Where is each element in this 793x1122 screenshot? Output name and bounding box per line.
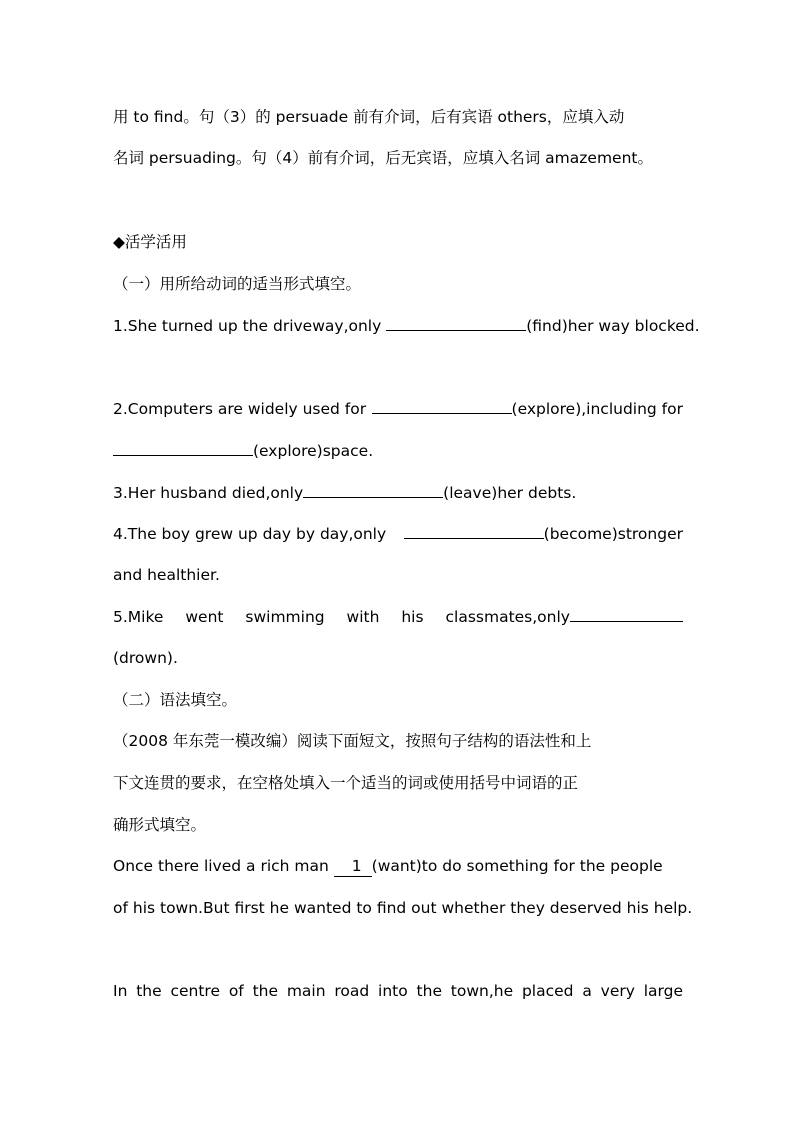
q4-blank (404, 523, 544, 539)
q3-blank (303, 482, 443, 498)
q2-line2-post: (explore)space. (253, 442, 374, 460)
question-2-line-1 (113, 398, 683, 419)
part1-heading: （一）用所给动词的适当形式填空。 (113, 275, 362, 293)
question-4-line-1 (113, 523, 683, 544)
part2-instruction-3: 确形式填空。 (113, 816, 207, 834)
q2-blank-2 (113, 440, 253, 456)
q3-pre: 3.Her husband died,only (113, 484, 304, 502)
q5-blank (570, 606, 683, 622)
passage-line-2: of his town.But first he wanted to find out whether they deserved his help. (113, 899, 693, 917)
part2-heading: （二）语法填空。 (113, 691, 238, 709)
p1-pre: Once there lived a rich man (113, 857, 334, 875)
question-5-line-1 (113, 606, 683, 627)
q5-pre: 5.Mike went swimming with his classmates,only (113, 608, 570, 626)
q1-pre: 1.She turned up the driveway,only (113, 317, 387, 335)
part2-instruction-2: 下文连贯的要求，在空格处填入一个适当的词或使用括号中词语的正 (113, 774, 579, 792)
passage-line-3: In the centre of the main road into the town,he placed a very large (113, 982, 683, 1000)
question-4-line-2: and healthier. (113, 566, 220, 584)
passage-line-1 (113, 856, 683, 877)
q1-post: (find)her way blocked. (526, 317, 700, 335)
section-title: ◆活学活用 (113, 233, 187, 251)
intro-line-2: 名词 persuading。句（4）前有介词，后无宾语，应填入名词 amazement。 (113, 149, 653, 167)
question-1 (113, 315, 700, 336)
question-2-line-2 (113, 440, 683, 461)
q1-blank (386, 315, 526, 331)
q2-blank-1 (372, 398, 512, 414)
q4-post: (become)stronger (543, 525, 683, 543)
blank-1-number: 1 (334, 856, 372, 877)
intro-line-1: 用 to find。句（3）的 persuade 前有介词，后有宾语 others，应填入动 (113, 108, 625, 126)
q2-pre: 2.Computers are widely used for (113, 400, 367, 418)
q2-post: (explore),including for (511, 400, 683, 418)
q3-post: (leave)her debts. (443, 484, 577, 502)
part2-instruction-1: （2008 年东莞一模改编）阅读下面短文，按照句子结构的语法性和上 (113, 732, 592, 750)
question-5-line-2: (drown). (113, 649, 178, 667)
p1-post: (want)to do something for the people (371, 857, 663, 875)
question-3 (113, 482, 683, 503)
q4-pre: 4.The boy grew up day by day,only (113, 525, 387, 543)
